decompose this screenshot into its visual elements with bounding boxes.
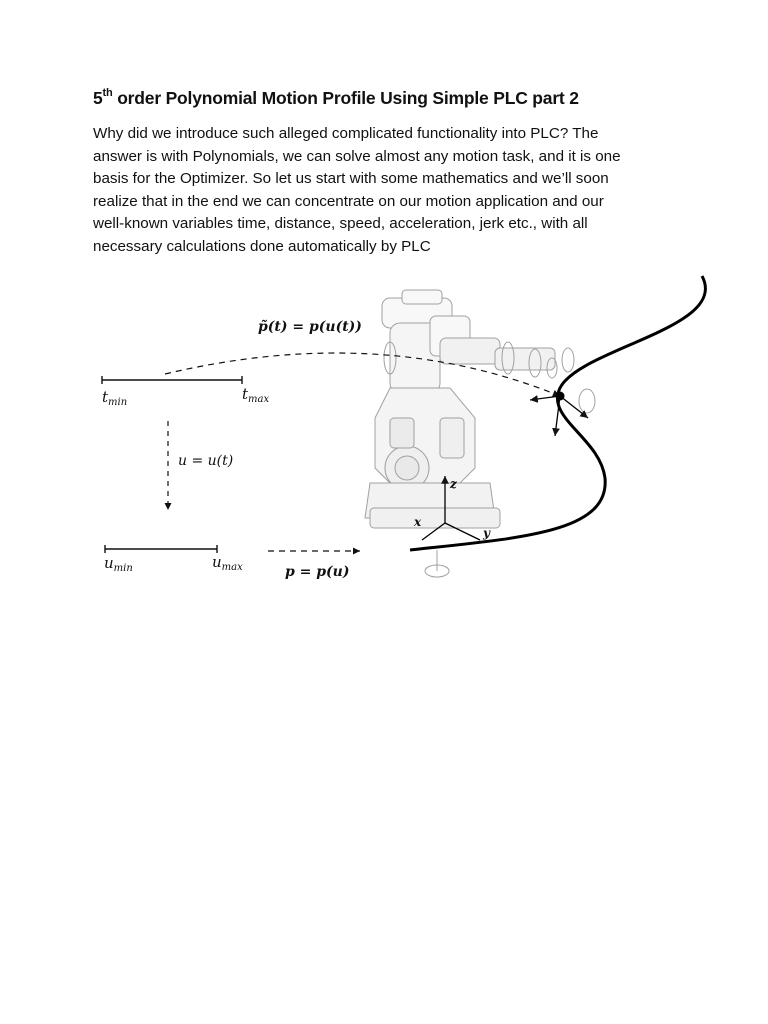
- t-min-label: $t_{min}$: [102, 388, 128, 408]
- u-range-line: [105, 545, 217, 553]
- u-max-label: $u_{max}$: [212, 553, 243, 573]
- y-axis-label: y: [483, 526, 490, 540]
- title-text: order Polynomial Motion Profile Using Simple PLC part 2: [112, 88, 579, 108]
- title-superscript: th: [102, 87, 113, 100]
- paragraph-line: answer is with Polynomials, we can solve almost any motion task, and it is one: [93, 147, 621, 165]
- paragraph-line: necessary calculations done automatically by PLC: [93, 237, 431, 255]
- title-number: 5: [93, 88, 103, 108]
- motion-profile-figure: [90, 268, 720, 598]
- t-range-line: [102, 376, 242, 384]
- x-axis-label: x: [414, 515, 422, 529]
- intro-paragraph: [93, 123, 693, 258]
- z-axis-label: z: [450, 477, 457, 491]
- paragraph-line: basis for the Optimizer. So let us start with some mathematics and we’ll soon: [93, 170, 609, 187]
- u-min-label: $u_{min}$: [104, 554, 133, 574]
- robot-arm-illustration: [365, 290, 595, 577]
- paragraph-line: Why did we introduce such alleged complicated functionality into PLC? The: [93, 125, 599, 142]
- page-title: [93, 88, 733, 109]
- paragraph-line: realize that in the end we can concentrate on our motion application and our: [93, 192, 604, 210]
- p-u-label: p = p(u): [285, 564, 350, 580]
- u-mapping-label: u = u(t): [178, 453, 234, 469]
- p-tilde-label: p̃(t) = p(u(t)): [258, 319, 362, 335]
- paragraph-line: well-known variables time, distance, speed, acceleration, jerk etc., with all: [93, 215, 588, 232]
- t-max-label: $t_{max}$: [242, 385, 270, 405]
- tool-axis-arrow: [530, 396, 560, 400]
